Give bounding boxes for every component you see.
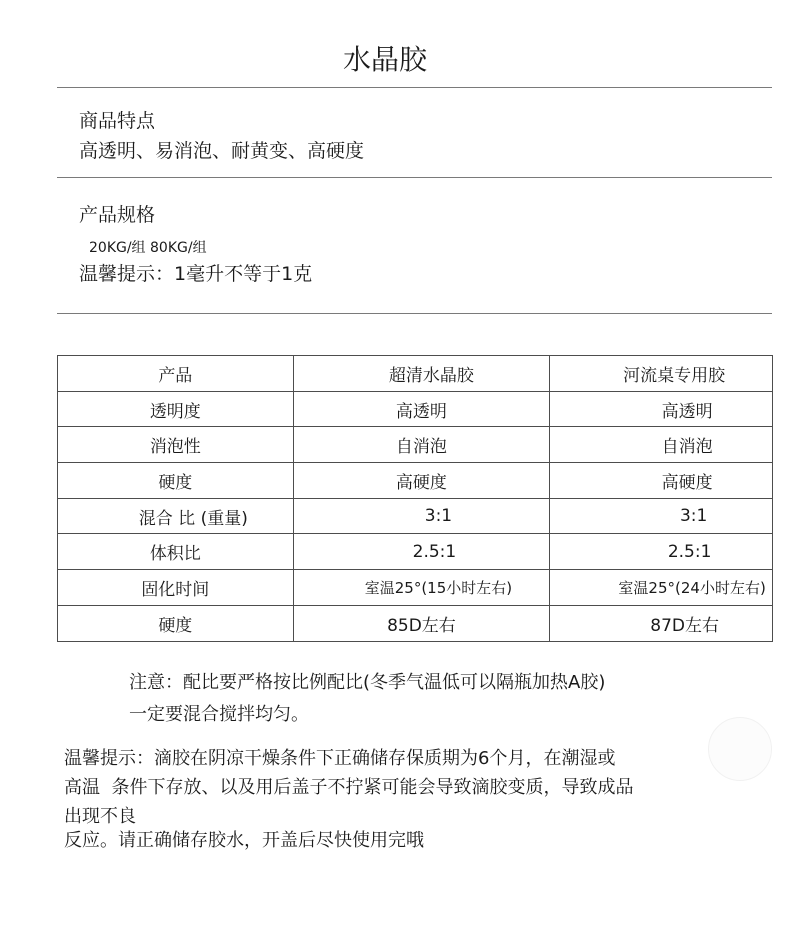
notice-line-1: 注意：配比要严格按比例配比(冬季气温低可以隔瓶加热A胶) <box>129 672 606 693</box>
cell-value: 高硬度 <box>550 463 773 499</box>
warm-tip-line-2: 高温 条件下存放、以及用后盖子不拧紧可能会导致滴胶变质，导致成品 <box>64 777 634 798</box>
cell-value: 2.5:1 <box>293 534 550 570</box>
table-row <box>58 498 773 534</box>
row-label: 硬度 <box>58 605 294 641</box>
divider <box>57 313 772 314</box>
header-cell-product: 产品 <box>58 356 294 392</box>
table-row <box>58 463 773 499</box>
table-row <box>58 605 773 641</box>
decorative-circle <box>708 717 772 781</box>
row-label: 透明度 <box>58 391 294 427</box>
warm-tip-line-1: 温馨提示：滴胶在阴凉干燥条件下正确储存保质期为6个月，在潮湿或 <box>64 748 616 769</box>
cell-value: 高透明 <box>293 391 550 427</box>
cell-value: 自消泡 <box>293 427 550 463</box>
specs-tip: 温馨提示：1毫升不等于1克 <box>79 263 313 285</box>
cell-value: 室温25°(15小时左右) <box>364 578 513 597</box>
page-title: 水晶胶 <box>342 43 427 76</box>
cell-value: 自消泡 <box>550 427 773 463</box>
features-text: 高透明、易消泡、耐黄变、高硬度 <box>79 140 365 162</box>
row-label: 体积比 <box>58 534 294 570</box>
row-label: 硬度 <box>58 463 294 499</box>
cell-value: 3:1 <box>550 498 773 534</box>
warm-tip-line-4: 反应。请正确储存胶水，开盖后尽快使用完哦 <box>64 830 424 851</box>
divider <box>57 87 772 88</box>
cell-value: 高透明 <box>550 391 773 427</box>
divider <box>57 177 772 178</box>
comparison-table <box>57 355 773 642</box>
table-row <box>58 427 773 463</box>
header-cell-river-table-glue: 河流桌专用胶 <box>550 356 773 392</box>
table-header-row <box>58 356 773 392</box>
warm-tip-line-3: 出现不良 <box>64 806 136 827</box>
header-cell-crystal-glue: 超清水晶胶 <box>293 356 550 392</box>
cell-value: 室温25°(24小时左右) <box>618 578 766 597</box>
table-row <box>58 570 773 606</box>
cell-value: 87D左右 <box>550 605 773 641</box>
cell-value: 高硬度 <box>293 463 550 499</box>
row-label: 混合 比 (重量) <box>58 498 294 534</box>
specs-sizes: 20KG/组 80KG/组 <box>89 240 207 256</box>
cell-value: 3:1 <box>293 498 550 534</box>
notice-line-2: 一定要混合搅拌均匀。 <box>129 704 309 725</box>
row-label: 消泡性 <box>58 427 294 463</box>
cell-value: 85D左右 <box>293 605 550 641</box>
cell-value: 2.5:1 <box>550 534 773 570</box>
table-row <box>58 391 773 427</box>
features-heading: 商品特点 <box>79 110 156 132</box>
table-row <box>58 534 773 570</box>
row-label: 固化时间 <box>58 570 294 606</box>
specs-heading: 产品规格 <box>79 204 156 226</box>
